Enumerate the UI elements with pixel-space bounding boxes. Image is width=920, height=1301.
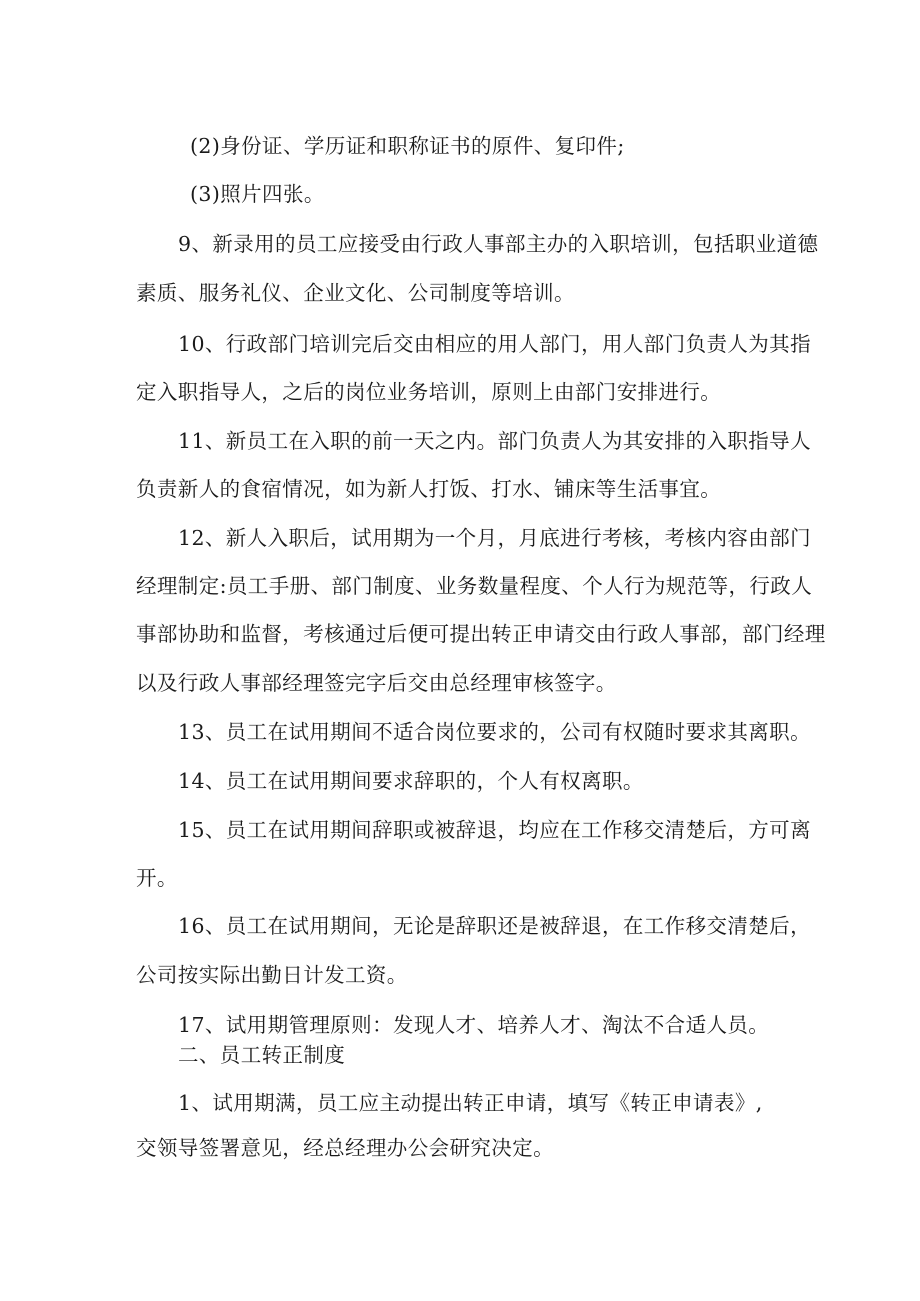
text-line: 公司按实际出勤日计发工资。 [136,963,408,987]
text-line: 9、新录用的员工应接受由行政人事部主办的入职培训，包括职业道德 [178,232,819,256]
text-line: 12、新人入职后，试用期为一个月，月底进行考核，考核内容由部门 [178,526,811,550]
text-line: (2)身份证、学历证和职称证书的原件、复印件; [190,134,625,158]
text-line: 事部协助和监督，考核通过后便可提出转正申请交由行政人事部，部门经理 [136,622,826,646]
text-line: 17、试用期管理原则：发现人才、培养人才、淘汰不合适人员。 [178,1013,770,1037]
text-line: 经理制定:员工手册、部门制度、业务数量程度、个人行为规范等，行政人 [136,574,813,598]
text-line: (3)照片四张。 [190,182,325,206]
section-title: 二、员工转正制度 [178,1043,346,1067]
text-line: 16、员工在试用期间，无论是辞职还是被辞退，在工作移交清楚后， [178,914,811,938]
text-line: 15、员工在试用期间辞职或被辞退，均应在工作移交清楚后，方可离 [178,818,811,842]
text-line: 1、试用期满，员工应主动提出转正申请，填写《转正申请表》, [178,1091,763,1115]
text-line: 开。 [136,866,178,890]
text-line: 11、新员工在入职的前一天之内。部门负责人为其安排的入职指导人 [178,429,811,453]
text-line: 14、员工在试用期间要求辞职的，个人有权离职。 [178,769,644,793]
text-line: 定入职指导人，之后的岗位业务培训，原则上由部门安排进行。 [136,380,722,404]
text-line: 以及行政人事部经理签完字后交由总经理审核签字。 [136,671,617,695]
text-line: 素质、服务礼仪、企业文化、公司制度等培训。 [136,281,575,305]
text-line: 交领导签署意见，经总经理办公会研究决定。 [136,1136,554,1160]
text-line: 10、行政部门培训完后交由相应的用人部门，用人部门负责人为其指 [178,332,811,356]
text-line: 13、员工在试用期间不适合岗位要求的，公司有权随时要求其离职。 [178,720,811,744]
text-line: 负责新人的食宿情况，如为新人打饭、打水、铺床等生活事宜。 [136,477,722,501]
